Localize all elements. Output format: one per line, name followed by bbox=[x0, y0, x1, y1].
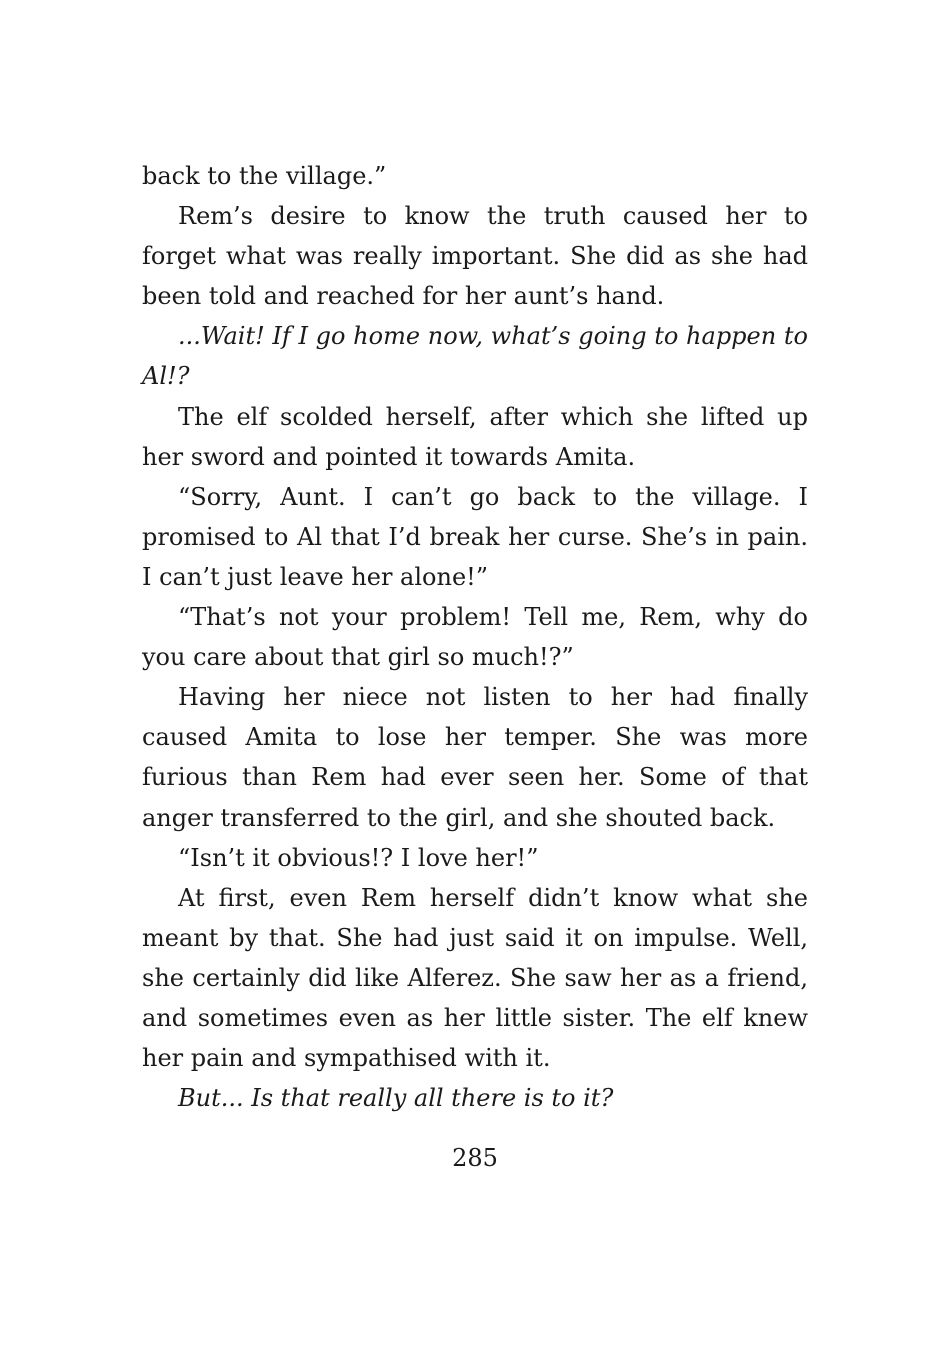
page-number: 285 bbox=[452, 1144, 498, 1172]
paragraph-6-dialogue: “That’s not your problem! Tell me, Rem, why do you care about that girl so much!?” bbox=[142, 603, 808, 672]
body-text bbox=[142, 156, 808, 1118]
paragraph-5-dialogue: “Sorry, Aunt. I can’t go back to the village. I promised to Al that I’d break her curse. She’s in pain. I can’t just leave her alone!” bbox=[142, 482, 808, 591]
paragraph-10-thought: But... Is that really all there is to it? bbox=[178, 1084, 614, 1113]
paragraph-4: The elf scolded herself, after which she lifted up her sword and pointed it towards Amita. bbox=[142, 402, 808, 471]
paragraph-3-thought: ...Wait! If I go home now, what’s going to happen to Al!? bbox=[142, 322, 808, 391]
paragraph-1: back to the village.” bbox=[142, 162, 387, 190]
paragraph-7: Having her niece not listen to her had finally caused Amita to lose her temper. She was more furious than Rem had ever seen her. Some of that anger transferred to the girl, and she shouted back. bbox=[142, 683, 808, 832]
paragraph-9: At first, even Rem herself didn’t know what she meant by that. She had just said it on impulse. Well, she certainly did like Alferez. She saw her as a friend, and sometimes even as her little sister. The elf knew her pain and sympathised with it. bbox=[142, 883, 808, 1073]
paragraph-2: Rem’s desire to know the truth caused her to forget what was really important. She did as she had been told and reached for her aunt’s hand. bbox=[142, 202, 808, 311]
paragraph-8-dialogue: “Isn’t it obvious!? I love her!” bbox=[178, 843, 539, 872]
